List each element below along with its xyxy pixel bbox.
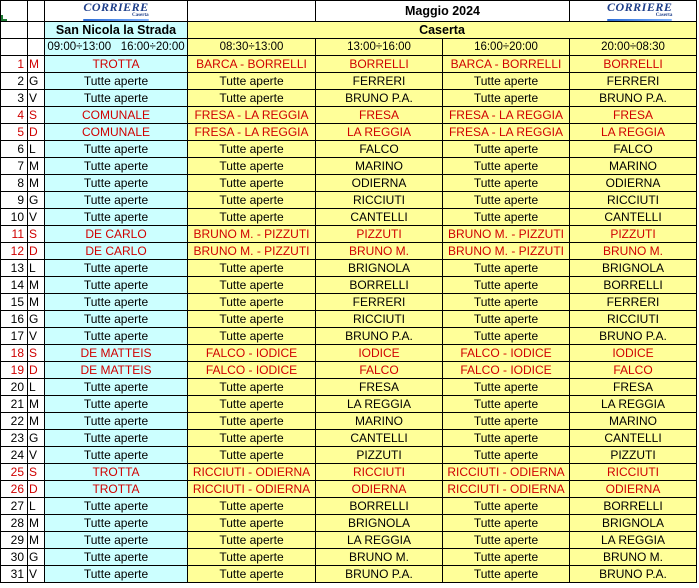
table-row — [1, 532, 697, 549]
blank-cell[interactable] — [28, 39, 45, 56]
caserta-morning-pharmacy[interactable]: BRUNO M. - PIZZUTI — [188, 226, 316, 243]
caserta-morning-pharmacy[interactable]: Tutte aperte — [188, 379, 316, 396]
san-nicola-pharmacy[interactable]: TROTTA — [45, 56, 188, 73]
caserta-afternoon-pharmacy[interactable]: BARCA - BORRELLI — [443, 56, 570, 73]
day-number[interactable]: 20 — [1, 379, 28, 396]
caserta-night-pharmacy[interactable]: PIZZUTI — [570, 447, 697, 464]
caserta-night-pharmacy[interactable]: FRESA — [570, 379, 697, 396]
caserta-hours-1: 08:30÷13:00 — [188, 39, 316, 56]
table-row — [1, 396, 697, 413]
day-number[interactable]: 18 — [1, 345, 28, 362]
day-number[interactable]: 29 — [1, 532, 28, 549]
caserta-afternoon-pharmacy[interactable]: BRUNO M. - PIZZUTI — [443, 226, 570, 243]
day-of-week[interactable]: G — [28, 192, 45, 209]
day-of-week[interactable]: G — [28, 549, 45, 566]
day-number[interactable]: 21 — [1, 396, 28, 413]
day-of-week[interactable]: D — [28, 243, 45, 260]
san-nicola-pharmacy[interactable]: Tutte aperte — [45, 260, 188, 277]
day-number[interactable]: 3 — [1, 90, 28, 107]
table-row — [1, 447, 697, 464]
table-row — [1, 362, 697, 379]
caserta-night-pharmacy[interactable]: BRIGNOLA — [570, 515, 697, 532]
caserta-night-pharmacy[interactable]: FERRERI — [570, 294, 697, 311]
caserta-night-pharmacy[interactable]: BRUNO P.A. — [570, 90, 697, 107]
caserta-night-pharmacy[interactable]: BRUNO P.A. — [570, 566, 697, 583]
caserta-afternoon-pharmacy[interactable]: RICCIUTI - ODIERNA — [443, 464, 570, 481]
caserta-midday-pharmacy[interactable]: PIZZUTI — [316, 447, 443, 464]
caserta-morning-pharmacy[interactable]: Tutte aperte — [188, 515, 316, 532]
day-of-week[interactable]: D — [28, 481, 45, 498]
caserta-morning-pharmacy[interactable]: RICCIUTI - ODIERNA — [188, 464, 316, 481]
caserta-morning-pharmacy[interactable]: Tutte aperte — [188, 311, 316, 328]
caserta-night-pharmacy[interactable]: CANTELLI — [570, 209, 697, 226]
header-row-title — [1, 1, 697, 22]
day-of-week[interactable]: L — [28, 379, 45, 396]
caserta-morning-pharmacy[interactable]: Tutte aperte — [188, 192, 316, 209]
day-of-week[interactable]: D — [28, 362, 45, 379]
caserta-afternoon-pharmacy[interactable]: FRESA - LA REGGIA — [443, 107, 570, 124]
caserta-morning-pharmacy[interactable]: Tutte aperte — [188, 549, 316, 566]
day-number[interactable]: 22 — [1, 413, 28, 430]
table-row — [1, 430, 697, 447]
table-row — [1, 141, 697, 158]
caserta-afternoon-pharmacy[interactable]: Tutte aperte — [443, 566, 570, 583]
san-nicola-pharmacy[interactable]: Tutte aperte — [45, 294, 188, 311]
day-of-week[interactable]: M — [28, 413, 45, 430]
day-of-week[interactable]: S — [28, 107, 45, 124]
caserta-morning-pharmacy[interactable]: Tutte aperte — [188, 158, 316, 175]
san-nicola-pharmacy[interactable]: Tutte aperte — [45, 141, 188, 158]
header-row-hours — [1, 39, 697, 56]
caserta-midday-pharmacy[interactable]: BRIGNOLA — [316, 515, 443, 532]
caserta-morning-pharmacy[interactable]: Tutte aperte — [188, 430, 316, 447]
san-nicola-pharmacy[interactable]: Tutte aperte — [45, 566, 188, 583]
caserta-morning-pharmacy[interactable]: Tutte aperte — [188, 277, 316, 294]
day-of-week[interactable]: M — [28, 294, 45, 311]
caserta-midday-pharmacy[interactable]: ODIERNA — [316, 481, 443, 498]
day-number[interactable]: 9 — [1, 192, 28, 209]
day-number[interactable]: 27 — [1, 498, 28, 515]
table-row — [1, 345, 697, 362]
caserta-night-pharmacy[interactable]: FRESA — [570, 107, 697, 124]
caserta-afternoon-pharmacy[interactable]: Tutte aperte — [443, 141, 570, 158]
caserta-midday-pharmacy[interactable]: BORRELLI — [316, 277, 443, 294]
san-nicola-pharmacy[interactable]: Tutte aperte — [45, 396, 188, 413]
caserta-night-pharmacy[interactable]: RICCIUTI — [570, 311, 697, 328]
day-of-week[interactable]: V — [28, 447, 45, 464]
caserta-morning-pharmacy[interactable]: Tutte aperte — [188, 532, 316, 549]
caserta-morning-pharmacy[interactable]: BARCA - BORRELLI — [188, 56, 316, 73]
caserta-night-pharmacy[interactable]: IODICE — [570, 345, 697, 362]
caserta-afternoon-pharmacy[interactable]: Tutte aperte — [443, 498, 570, 515]
day-number[interactable]: 4 — [1, 107, 28, 124]
caserta-midday-pharmacy[interactable]: BRUNO P.A. — [316, 328, 443, 345]
table-row — [1, 90, 697, 107]
table-row — [1, 192, 697, 209]
san-nicola-pharmacy[interactable]: Tutte aperte — [45, 175, 188, 192]
caserta-midday-pharmacy[interactable]: CANTELLI — [316, 209, 443, 226]
table-row — [1, 226, 697, 243]
caserta-morning-pharmacy[interactable]: FALCO - IODICE — [188, 362, 316, 379]
day-number[interactable]: 31 — [1, 566, 28, 583]
day-number[interactable]: 11 — [1, 226, 28, 243]
day-number[interactable]: 6 — [1, 141, 28, 158]
caserta-morning-pharmacy[interactable]: Tutte aperte — [188, 447, 316, 464]
san-nicola-pharmacy[interactable]: Tutte aperte — [45, 158, 188, 175]
caserta-afternoon-pharmacy[interactable]: Tutte aperte — [443, 379, 570, 396]
table-row — [1, 175, 697, 192]
header-row-area — [1, 22, 697, 39]
table-row — [1, 481, 697, 498]
caserta-morning-pharmacy[interactable]: FALCO - IODICE — [188, 345, 316, 362]
caserta-midday-pharmacy[interactable]: FRESA — [316, 107, 443, 124]
caserta-midday-pharmacy[interactable]: BRUNO M. — [316, 549, 443, 566]
san-nicola-pharmacy[interactable]: TROTTA — [45, 464, 188, 481]
corner-cell[interactable] — [1, 1, 28, 22]
caserta-morning-pharmacy[interactable]: Tutte aperte — [188, 209, 316, 226]
day-of-week[interactable]: G — [28, 430, 45, 447]
caserta-night-pharmacy[interactable]: LA REGGIA — [570, 396, 697, 413]
caserta-midday-pharmacy[interactable]: FERRERI — [316, 73, 443, 90]
caserta-morning-pharmacy[interactable]: Tutte aperte — [188, 566, 316, 583]
table-row — [1, 311, 697, 328]
caserta-afternoon-pharmacy[interactable]: FRESA - LA REGGIA — [443, 124, 570, 141]
schedule-body — [1, 1, 697, 583]
caserta-morning-pharmacy[interactable]: Tutte aperte — [188, 175, 316, 192]
caserta-morning-pharmacy[interactable]: Tutte aperte — [188, 396, 316, 413]
caserta-morning-pharmacy[interactable]: Tutte aperte — [188, 90, 316, 107]
caserta-midday-pharmacy[interactable]: RICCIUTI — [316, 464, 443, 481]
day-of-week[interactable]: V — [28, 209, 45, 226]
san-nicola-pharmacy[interactable]: Tutte aperte — [45, 277, 188, 294]
san-nicola-pharmacy[interactable]: Tutte aperte — [45, 209, 188, 226]
san-nicola-pharmacy[interactable]: Tutte aperte — [45, 328, 188, 345]
san-nicola-pharmacy[interactable]: Tutte aperte — [45, 379, 188, 396]
caserta-night-pharmacy[interactable]: FERRERI — [570, 73, 697, 90]
caserta-afternoon-pharmacy[interactable]: RICCIUTI - ODIERNA — [443, 481, 570, 498]
table-row — [1, 277, 697, 294]
caserta-night-pharmacy[interactable]: FALCO — [570, 362, 697, 379]
table-row — [1, 328, 697, 345]
caserta-midday-pharmacy[interactable]: BORRELLI — [316, 56, 443, 73]
caserta-night-pharmacy[interactable]: BRUNO M. — [570, 243, 697, 260]
caserta-afternoon-pharmacy[interactable]: FALCO - IODICE — [443, 362, 570, 379]
day-number[interactable]: 23 — [1, 430, 28, 447]
day-number[interactable]: 14 — [1, 277, 28, 294]
caserta-afternoon-pharmacy[interactable]: Tutte aperte — [443, 175, 570, 192]
day-of-week[interactable]: L — [28, 498, 45, 515]
blank-cell[interactable] — [1, 22, 28, 39]
caserta-afternoon-pharmacy[interactable]: Tutte aperte — [443, 413, 570, 430]
logo-cell-left — [45, 1, 188, 22]
caserta-night-pharmacy[interactable]: MARINO — [570, 413, 697, 430]
san-nicola-pharmacy[interactable]: DE CARLO — [45, 226, 188, 243]
day-number[interactable]: 16 — [1, 311, 28, 328]
table-row — [1, 379, 697, 396]
table-row — [1, 413, 697, 430]
san-nicola-pharmacy[interactable]: Tutte aperte — [45, 311, 188, 328]
day-of-week[interactable]: M — [28, 277, 45, 294]
day-of-week[interactable]: S — [28, 226, 45, 243]
caserta-afternoon-pharmacy[interactable]: Tutte aperte — [443, 294, 570, 311]
table-row — [1, 498, 697, 515]
caserta-afternoon-pharmacy[interactable]: Tutte aperte — [443, 158, 570, 175]
caserta-night-pharmacy[interactable]: FALCO — [570, 141, 697, 158]
day-number[interactable]: 10 — [1, 209, 28, 226]
table-row — [1, 209, 697, 226]
caserta-hours-2: 13:00÷16:00 — [316, 39, 443, 56]
day-number[interactable]: 28 — [1, 515, 28, 532]
caserta-night-pharmacy[interactable]: BRIGNOLA — [570, 260, 697, 277]
caserta-midday-pharmacy[interactable]: ODIERNA — [316, 175, 443, 192]
caserta-midday-pharmacy[interactable]: BRUNO M. — [316, 243, 443, 260]
caserta-morning-pharmacy[interactable]: BRUNO M. - PIZZUTI — [188, 243, 316, 260]
table-row — [1, 56, 697, 73]
caserta-afternoon-pharmacy[interactable]: Tutte aperte — [443, 90, 570, 107]
month-title: Maggio 2024 — [316, 1, 570, 22]
day-of-week[interactable]: G — [28, 311, 45, 328]
caserta-morning-pharmacy[interactable]: Tutte aperte — [188, 294, 316, 311]
caserta-midday-pharmacy[interactable]: LA REGGIA — [316, 532, 443, 549]
caserta-midday-pharmacy[interactable]: BRIGNOLA — [316, 260, 443, 277]
caserta-midday-pharmacy[interactable]: LA REGGIA — [316, 124, 443, 141]
caserta-night-pharmacy[interactable]: BRUNO P.A. — [570, 328, 697, 345]
caserta-midday-pharmacy[interactable]: FRESA — [316, 379, 443, 396]
day-number[interactable]: 13 — [1, 260, 28, 277]
caserta-midday-pharmacy[interactable]: BORRELLI — [316, 498, 443, 515]
caserta-night-pharmacy[interactable]: BORRELLI — [570, 498, 697, 515]
caserta-midday-pharmacy[interactable]: BRUNO P.A. — [316, 566, 443, 583]
caserta-afternoon-pharmacy[interactable]: BRUNO M. - PIZZUTI — [443, 243, 570, 260]
table-row — [1, 549, 697, 566]
corriere-logo-right: CORRIERE Caserta — [607, 1, 672, 21]
caserta-midday-pharmacy[interactable]: FALCO — [316, 362, 443, 379]
caserta-night-pharmacy[interactable]: RICCIUTI — [570, 464, 697, 481]
san-nicola-pharmacy[interactable]: DE MATTEIS — [45, 362, 188, 379]
corriere-logo-left: CORRIERE Caserta — [83, 1, 148, 21]
caserta-midday-pharmacy[interactable]: IODICE — [316, 345, 443, 362]
caserta-afternoon-pharmacy[interactable]: Tutte aperte — [443, 396, 570, 413]
san-nicola-pharmacy[interactable]: TROTTA — [45, 481, 188, 498]
caserta-night-pharmacy[interactable]: ODIERNA — [570, 175, 697, 192]
san-nicola-pharmacy[interactable]: DE MATTEIS — [45, 345, 188, 362]
day-of-week[interactable]: M — [28, 158, 45, 175]
day-number[interactable]: 30 — [1, 549, 28, 566]
table-row — [1, 158, 697, 175]
table-row — [1, 566, 697, 583]
table-row — [1, 243, 697, 260]
san-nicola-pharmacy[interactable]: Tutte aperte — [45, 549, 188, 566]
caserta-afternoon-pharmacy[interactable]: Tutte aperte — [443, 549, 570, 566]
caserta-hours-4: 20:00÷08:30 — [570, 39, 697, 56]
san-nicola-pharmacy[interactable]: Tutte aperte — [45, 532, 188, 549]
san-nicola-pharmacy[interactable]: Tutte aperte — [45, 413, 188, 430]
day-number[interactable]: 8 — [1, 175, 28, 192]
caserta-afternoon-pharmacy[interactable]: Tutte aperte — [443, 260, 570, 277]
day-of-week[interactable]: M — [28, 56, 45, 73]
caserta-midday-pharmacy[interactable]: FALCO — [316, 141, 443, 158]
caserta-night-pharmacy[interactable]: MARINO — [570, 158, 697, 175]
caserta-afternoon-pharmacy[interactable]: FALCO - IODICE — [443, 345, 570, 362]
day-number[interactable]: 15 — [1, 294, 28, 311]
caserta-midday-pharmacy[interactable]: MARINO — [316, 413, 443, 430]
caserta-title: Caserta — [188, 22, 697, 39]
caserta-night-pharmacy[interactable]: LA REGGIA — [570, 124, 697, 141]
caserta-morning-pharmacy[interactable]: Tutte aperte — [188, 498, 316, 515]
day-number[interactable]: 24 — [1, 447, 28, 464]
day-of-week[interactable]: M — [28, 515, 45, 532]
san-nicola-pharmacy[interactable]: DE CARLO — [45, 243, 188, 260]
caserta-midday-pharmacy[interactable]: RICCIUTI — [316, 311, 443, 328]
san-nicola-pharmacy[interactable]: Tutte aperte — [45, 73, 188, 90]
day-of-week[interactable]: M — [28, 532, 45, 549]
day-of-week[interactable]: M — [28, 396, 45, 413]
caserta-afternoon-pharmacy[interactable]: Tutte aperte — [443, 73, 570, 90]
caserta-night-pharmacy[interactable]: CANTELLI — [570, 430, 697, 447]
day-number[interactable]: 2 — [1, 73, 28, 90]
blank-cell[interactable] — [1, 39, 28, 56]
caserta-midday-pharmacy[interactable]: PIZZUTI — [316, 226, 443, 243]
caserta-hours-3: 16:00÷20:00 — [443, 39, 570, 56]
day-of-week[interactable]: L — [28, 260, 45, 277]
table-row — [1, 294, 697, 311]
caserta-midday-pharmacy[interactable]: FERRERI — [316, 294, 443, 311]
caserta-afternoon-pharmacy[interactable]: Tutte aperte — [443, 532, 570, 549]
caserta-afternoon-pharmacy[interactable]: Tutte aperte — [443, 328, 570, 345]
logo-cell-right — [570, 1, 697, 22]
caserta-midday-pharmacy[interactable]: MARINO — [316, 158, 443, 175]
san-nicola-pharmacy[interactable]: Tutte aperte — [45, 192, 188, 209]
day-of-week[interactable]: S — [28, 345, 45, 362]
caserta-morning-pharmacy[interactable]: Tutte aperte — [188, 141, 316, 158]
table-row — [1, 73, 697, 90]
caserta-afternoon-pharmacy[interactable]: Tutte aperte — [443, 515, 570, 532]
caserta-afternoon-pharmacy[interactable]: Tutte aperte — [443, 209, 570, 226]
day-of-week[interactable]: G — [28, 73, 45, 90]
day-of-week[interactable]: L — [28, 141, 45, 158]
day-number[interactable]: 12 — [1, 243, 28, 260]
caserta-morning-pharmacy[interactable]: Tutte aperte — [188, 73, 316, 90]
blank-cell[interactable] — [188, 1, 316, 22]
san-nicola-pharmacy[interactable]: Tutte aperte — [45, 498, 188, 515]
blank-cell[interactable] — [28, 22, 45, 39]
caserta-afternoon-pharmacy[interactable]: Tutte aperte — [443, 311, 570, 328]
caserta-morning-pharmacy[interactable]: FRESA - LA REGGIA — [188, 107, 316, 124]
caserta-night-pharmacy[interactable]: PIZZUTI — [570, 226, 697, 243]
san-nicola-pharmacy[interactable]: COMUNALE — [45, 124, 188, 141]
caserta-night-pharmacy[interactable]: ODIERNA — [570, 481, 697, 498]
blank-cell[interactable] — [28, 1, 45, 22]
table-row — [1, 124, 697, 141]
san-nicola-pharmacy[interactable]: Tutte aperte — [45, 515, 188, 532]
day-of-week[interactable]: V — [28, 90, 45, 107]
caserta-night-pharmacy[interactable]: LA REGGIA — [570, 532, 697, 549]
san-nicola-pharmacy[interactable]: Tutte aperte — [45, 447, 188, 464]
day-number[interactable]: 5 — [1, 124, 28, 141]
caserta-afternoon-pharmacy[interactable]: Tutte aperte — [443, 447, 570, 464]
table-row — [1, 107, 697, 124]
san-nicola-hours: 09:00÷13:00 16:00÷20:00 — [45, 39, 188, 56]
day-number[interactable]: 19 — [1, 362, 28, 379]
caserta-afternoon-pharmacy[interactable]: Tutte aperte — [443, 192, 570, 209]
table-row — [1, 260, 697, 277]
day-of-week[interactable]: D — [28, 124, 45, 141]
caserta-midday-pharmacy[interactable]: LA REGGIA — [316, 396, 443, 413]
caserta-midday-pharmacy[interactable]: BRUNO P.A. — [316, 90, 443, 107]
caserta-morning-pharmacy[interactable]: RICCIUTI - ODIERNA — [188, 481, 316, 498]
day-number[interactable]: 1 — [1, 56, 28, 73]
caserta-night-pharmacy[interactable]: BORRELLI — [570, 56, 697, 73]
table-row — [1, 515, 697, 532]
caserta-night-pharmacy[interactable]: BORRELLI — [570, 277, 697, 294]
day-of-week[interactable]: V — [28, 328, 45, 345]
caserta-midday-pharmacy[interactable]: CANTELLI — [316, 430, 443, 447]
caserta-midday-pharmacy[interactable]: RICCIUTI — [316, 192, 443, 209]
caserta-morning-pharmacy[interactable]: Tutte aperte — [188, 260, 316, 277]
day-number[interactable]: 25 — [1, 464, 28, 481]
caserta-afternoon-pharmacy[interactable]: Tutte aperte — [443, 277, 570, 294]
caserta-morning-pharmacy[interactable]: Tutte aperte — [188, 328, 316, 345]
day-of-week[interactable]: M — [28, 175, 45, 192]
day-of-week[interactable]: V — [28, 566, 45, 583]
day-number[interactable]: 26 — [1, 481, 28, 498]
day-number[interactable]: 7 — [1, 158, 28, 175]
caserta-night-pharmacy[interactable]: RICCIUTI — [570, 192, 697, 209]
caserta-afternoon-pharmacy[interactable]: Tutte aperte — [443, 430, 570, 447]
caserta-morning-pharmacy[interactable]: Tutte aperte — [188, 413, 316, 430]
san-nicola-pharmacy[interactable]: Tutte aperte — [45, 90, 188, 107]
day-number[interactable]: 17 — [1, 328, 28, 345]
san-nicola-pharmacy[interactable]: Tutte aperte — [45, 430, 188, 447]
caserta-morning-pharmacy[interactable]: FRESA - LA REGGIA — [188, 124, 316, 141]
day-of-week[interactable]: S — [28, 464, 45, 481]
san-nicola-title: San Nicola la Strada — [45, 22, 188, 39]
san-nicola-pharmacy[interactable]: COMUNALE — [45, 107, 188, 124]
table-row — [1, 464, 697, 481]
caserta-night-pharmacy[interactable]: BRUNO M. — [570, 549, 697, 566]
